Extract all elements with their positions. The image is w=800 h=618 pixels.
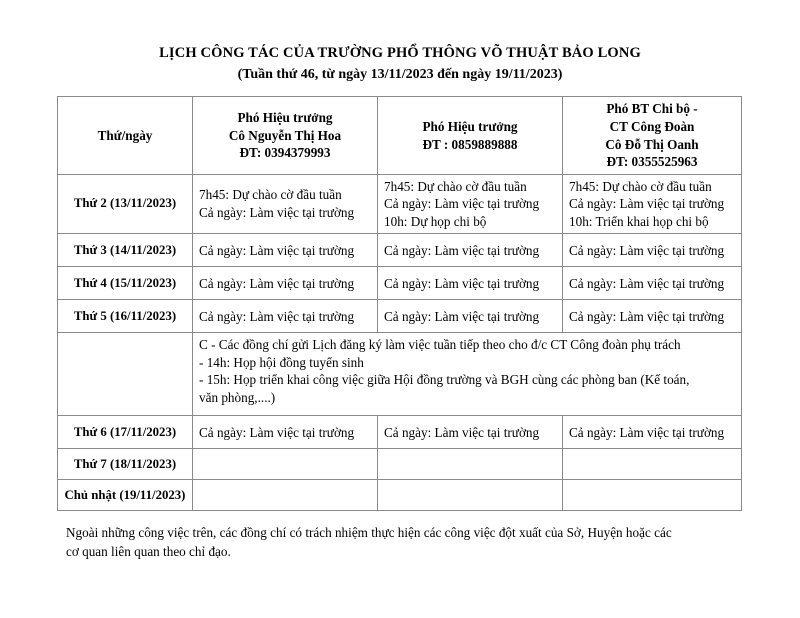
row-day-label: Thứ 4 (15/11/2023) xyxy=(58,267,193,300)
row-cell-person3 xyxy=(563,174,742,234)
header-person3-role-line1: Phó BT Chi bộ - xyxy=(606,101,698,117)
text-line: Cả ngày: Làm việc tại trường xyxy=(199,242,355,258)
text-line: văn phòng,....) xyxy=(199,389,276,405)
footer-note xyxy=(66,523,750,561)
header-person3-role-line2: CT Công Đoàn xyxy=(609,119,695,134)
row-cell-person1 xyxy=(193,416,378,449)
title-block xyxy=(0,0,800,84)
row-cell-person2 xyxy=(378,267,563,300)
text-line: Cả ngày: Làm việc tại trường xyxy=(384,242,540,258)
row-cell-person3 xyxy=(563,234,742,267)
row-cell-person3 xyxy=(563,480,742,511)
header-person1-role: Phó Hiệu trưởng xyxy=(237,110,333,126)
row-cell-person1 xyxy=(193,174,378,234)
text-line: 10h: Dự họp chi bộ xyxy=(384,213,487,229)
page-subtitle: (Tuần thứ 46, từ ngày 13/11/2023 đến ngày 19/11/2023) xyxy=(237,66,563,82)
text-line: Cả ngày: Làm việc tại trường xyxy=(569,242,725,258)
note-row-day-label xyxy=(58,333,193,416)
schedule-table-wrapper xyxy=(57,96,741,511)
row-cell-person1 xyxy=(193,300,378,333)
footer-note-line2: cơ quan liên quan theo chỉ đạo. xyxy=(66,544,231,560)
row-cell-person1 xyxy=(193,480,378,511)
text-line: 10h: Triển khai họp chi bộ xyxy=(569,213,709,229)
row-cell-person1 xyxy=(193,449,378,480)
text-line: Cả ngày: Làm việc tại trường xyxy=(384,275,540,291)
text-line: Cả ngày: Làm việc tại trường xyxy=(199,424,355,440)
table-row xyxy=(58,449,742,480)
text-line: Cả ngày: Làm việc tại trường xyxy=(569,275,725,291)
header-person3 xyxy=(563,97,742,174)
header-person1-name: Cô Nguyễn Thị Hoa xyxy=(228,127,342,143)
table-row-note xyxy=(58,333,742,416)
schedule-table xyxy=(57,96,742,511)
table-header-row xyxy=(58,97,742,174)
row-cell-person2 xyxy=(378,480,563,511)
row-day-label: Thứ 2 (13/11/2023) xyxy=(58,174,193,234)
text-line: Cả ngày: Làm việc tại trường xyxy=(569,308,725,324)
row-day-label: Chủ nhật (19/11/2023) xyxy=(58,480,193,511)
text-line: Cả ngày: Làm việc tại trường xyxy=(384,424,540,440)
table-row xyxy=(58,480,742,511)
header-person1 xyxy=(193,97,378,174)
text-line: Cả ngày: Làm việc tại trường xyxy=(569,196,725,212)
table-row xyxy=(58,174,742,234)
note-row-content xyxy=(193,333,742,416)
table-row xyxy=(58,267,742,300)
row-cell-person2 xyxy=(378,449,563,480)
text-line: 7h45: Dự chào cờ đầu tuần xyxy=(199,187,342,203)
row-cell-person2 xyxy=(378,234,563,267)
row-cell-person1 xyxy=(193,267,378,300)
table-row xyxy=(58,416,742,449)
text-line: C - Các đồng chí gửi Lịch đăng ký làm việc tuần tiếp theo cho đ/c CT Công đoàn phụ trách xyxy=(199,337,681,353)
text-line: Cả ngày: Làm việc tại trường xyxy=(199,204,355,220)
row-cell-person3 xyxy=(563,267,742,300)
text-line: Cả ngày: Làm việc tại trường xyxy=(199,308,355,324)
header-person2-role: Phó Hiệu trưởng xyxy=(422,119,518,134)
header-person3-phone: ĐT: 0355525963 xyxy=(606,154,698,170)
row-day-label: Thứ 5 (16/11/2023) xyxy=(58,300,193,333)
header-person3-name: Cô Đỗ Thị Oanh xyxy=(605,136,699,152)
row-cell-person2 xyxy=(378,300,563,333)
footer-note-line1: Ngoài những công việc trên, các đồng chí có trách nhiệm thực hiện các công việc đột xuất của Sở, Huyện hoặc các xyxy=(66,525,672,541)
text-line: Cả ngày: Làm việc tại trường xyxy=(384,196,540,212)
text-line: 7h45: Dự chào cờ đầu tuần xyxy=(384,178,527,194)
table-row xyxy=(58,300,742,333)
text-line: - 15h: Họp triển khai công việc giữa Hội đồng trường và BGH cùng các phòng ban (Kế toán, xyxy=(199,372,690,388)
row-cell-person1 xyxy=(193,234,378,267)
table-row xyxy=(58,234,742,267)
text-line: Cả ngày: Làm việc tại trường xyxy=(199,275,355,291)
row-cell-person2 xyxy=(378,416,563,449)
header-person1-phone: ĐT: 0394379993 xyxy=(239,145,331,161)
row-day-label: Thứ 7 (18/11/2023) xyxy=(58,449,193,480)
page-title: LỊCH CÔNG TÁC CỦA TRƯỜNG PHỔ THÔNG VÕ THUẬT BẢO LONG xyxy=(159,45,641,61)
row-day-label: Thứ 6 (17/11/2023) xyxy=(58,416,193,449)
text-line: Cả ngày: Làm việc tại trường xyxy=(569,424,725,440)
row-cell-person3 xyxy=(563,300,742,333)
header-person2-phone: ĐT : 0859889888 xyxy=(422,136,518,152)
header-day: Thứ/ngày xyxy=(58,97,193,174)
row-cell-person3 xyxy=(563,449,742,480)
text-line: Cả ngày: Làm việc tại trường xyxy=(384,308,540,324)
text-line: - 14h: Họp hội đồng tuyển sinh xyxy=(199,354,364,370)
row-day-label: Thứ 3 (14/11/2023) xyxy=(58,234,193,267)
text-line: 7h45: Dự chào cờ đầu tuần xyxy=(569,178,712,194)
row-cell-person2 xyxy=(378,174,563,234)
header-person2 xyxy=(378,97,563,174)
row-cell-person3 xyxy=(563,416,742,449)
